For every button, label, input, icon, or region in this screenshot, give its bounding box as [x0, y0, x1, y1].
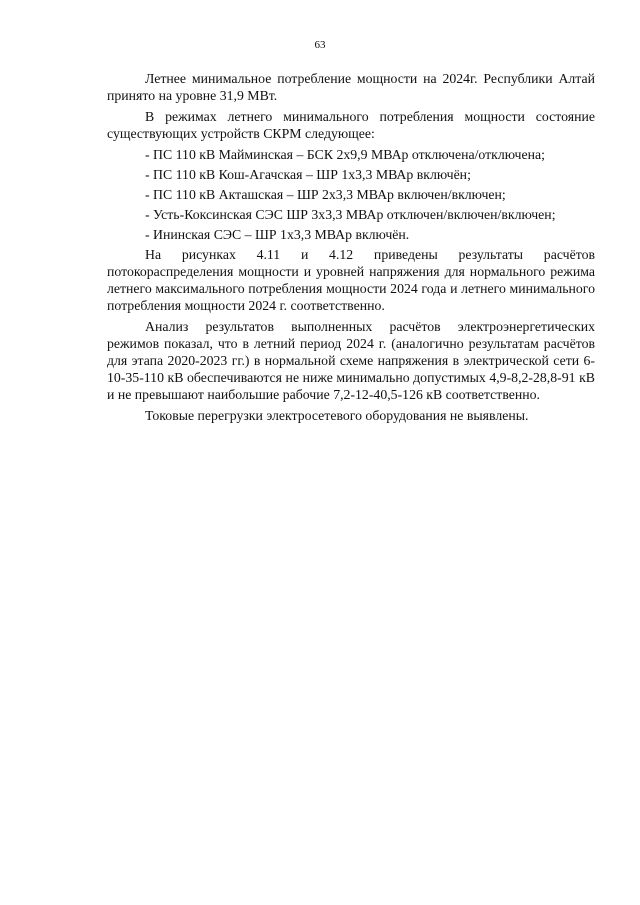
paragraph-skrm-state-intro: В режимах летнего минимального потребления мощности состояние существующих устройств СКРМ следующее:	[107, 109, 595, 141]
list-item-ust-koksinskaya: - Усть-Коксинская СЭС ШР 3х3,3 МВАр отключен/включен/включен;	[145, 207, 556, 222]
list-item-ininskaya: - Ининская СЭС – ШР 1х3,3 МВАр включён.	[145, 227, 410, 242]
paragraph-figures-reference: На рисунках 4.11 и 4.12 приведены результаты расчётов потокораспределения мощности и уровней напряжения для нормального режима летнего максимального потребления мощности 2024 года и летнего минимального потребления мощности 2024 г. соответственно.	[107, 247, 595, 313]
list-item-kosh-agachskaya: - ПС 110 кВ Кош-Агачская – ШР 1х3,3 МВАр включён;	[145, 167, 471, 182]
page-number: 63	[314, 39, 326, 51]
paragraph-summer-min-consumption: Летнее минимальное потребление мощности на 2024г. Республики Алтай принято на уровне 31,9 МВт.	[107, 71, 595, 103]
list-item-maiminskaya: - ПС 110 кВ Майминская – БСК 2х9,9 МВАр отключена/отключена;	[145, 147, 545, 162]
list-item-aktashskaya: - ПС 110 кВ Акташская – ШР 2х3,3 МВАр включен/включен;	[145, 187, 506, 202]
paragraph-no-overloads: Токовые перегрузки электросетевого оборудования не выявлены.	[145, 408, 529, 423]
paragraph-analysis-results: Анализ результатов выполненных расчётов электроэнергетических режимов показал, что в летний период 2024 г. (аналогично результатам расчётов для этапа 2020-2023 гг.) в нормальной схеме напряжения в электрической сети 6-10-35-110 кВ обеспечиваются не ниже минимально допустимых 4,9-8,2-28,8-91 кВ и не превышают наибольшие рабочие 7,2-12-40,5-126 кВ соответственно.	[107, 319, 595, 402]
document-body	[107, 70, 595, 428]
